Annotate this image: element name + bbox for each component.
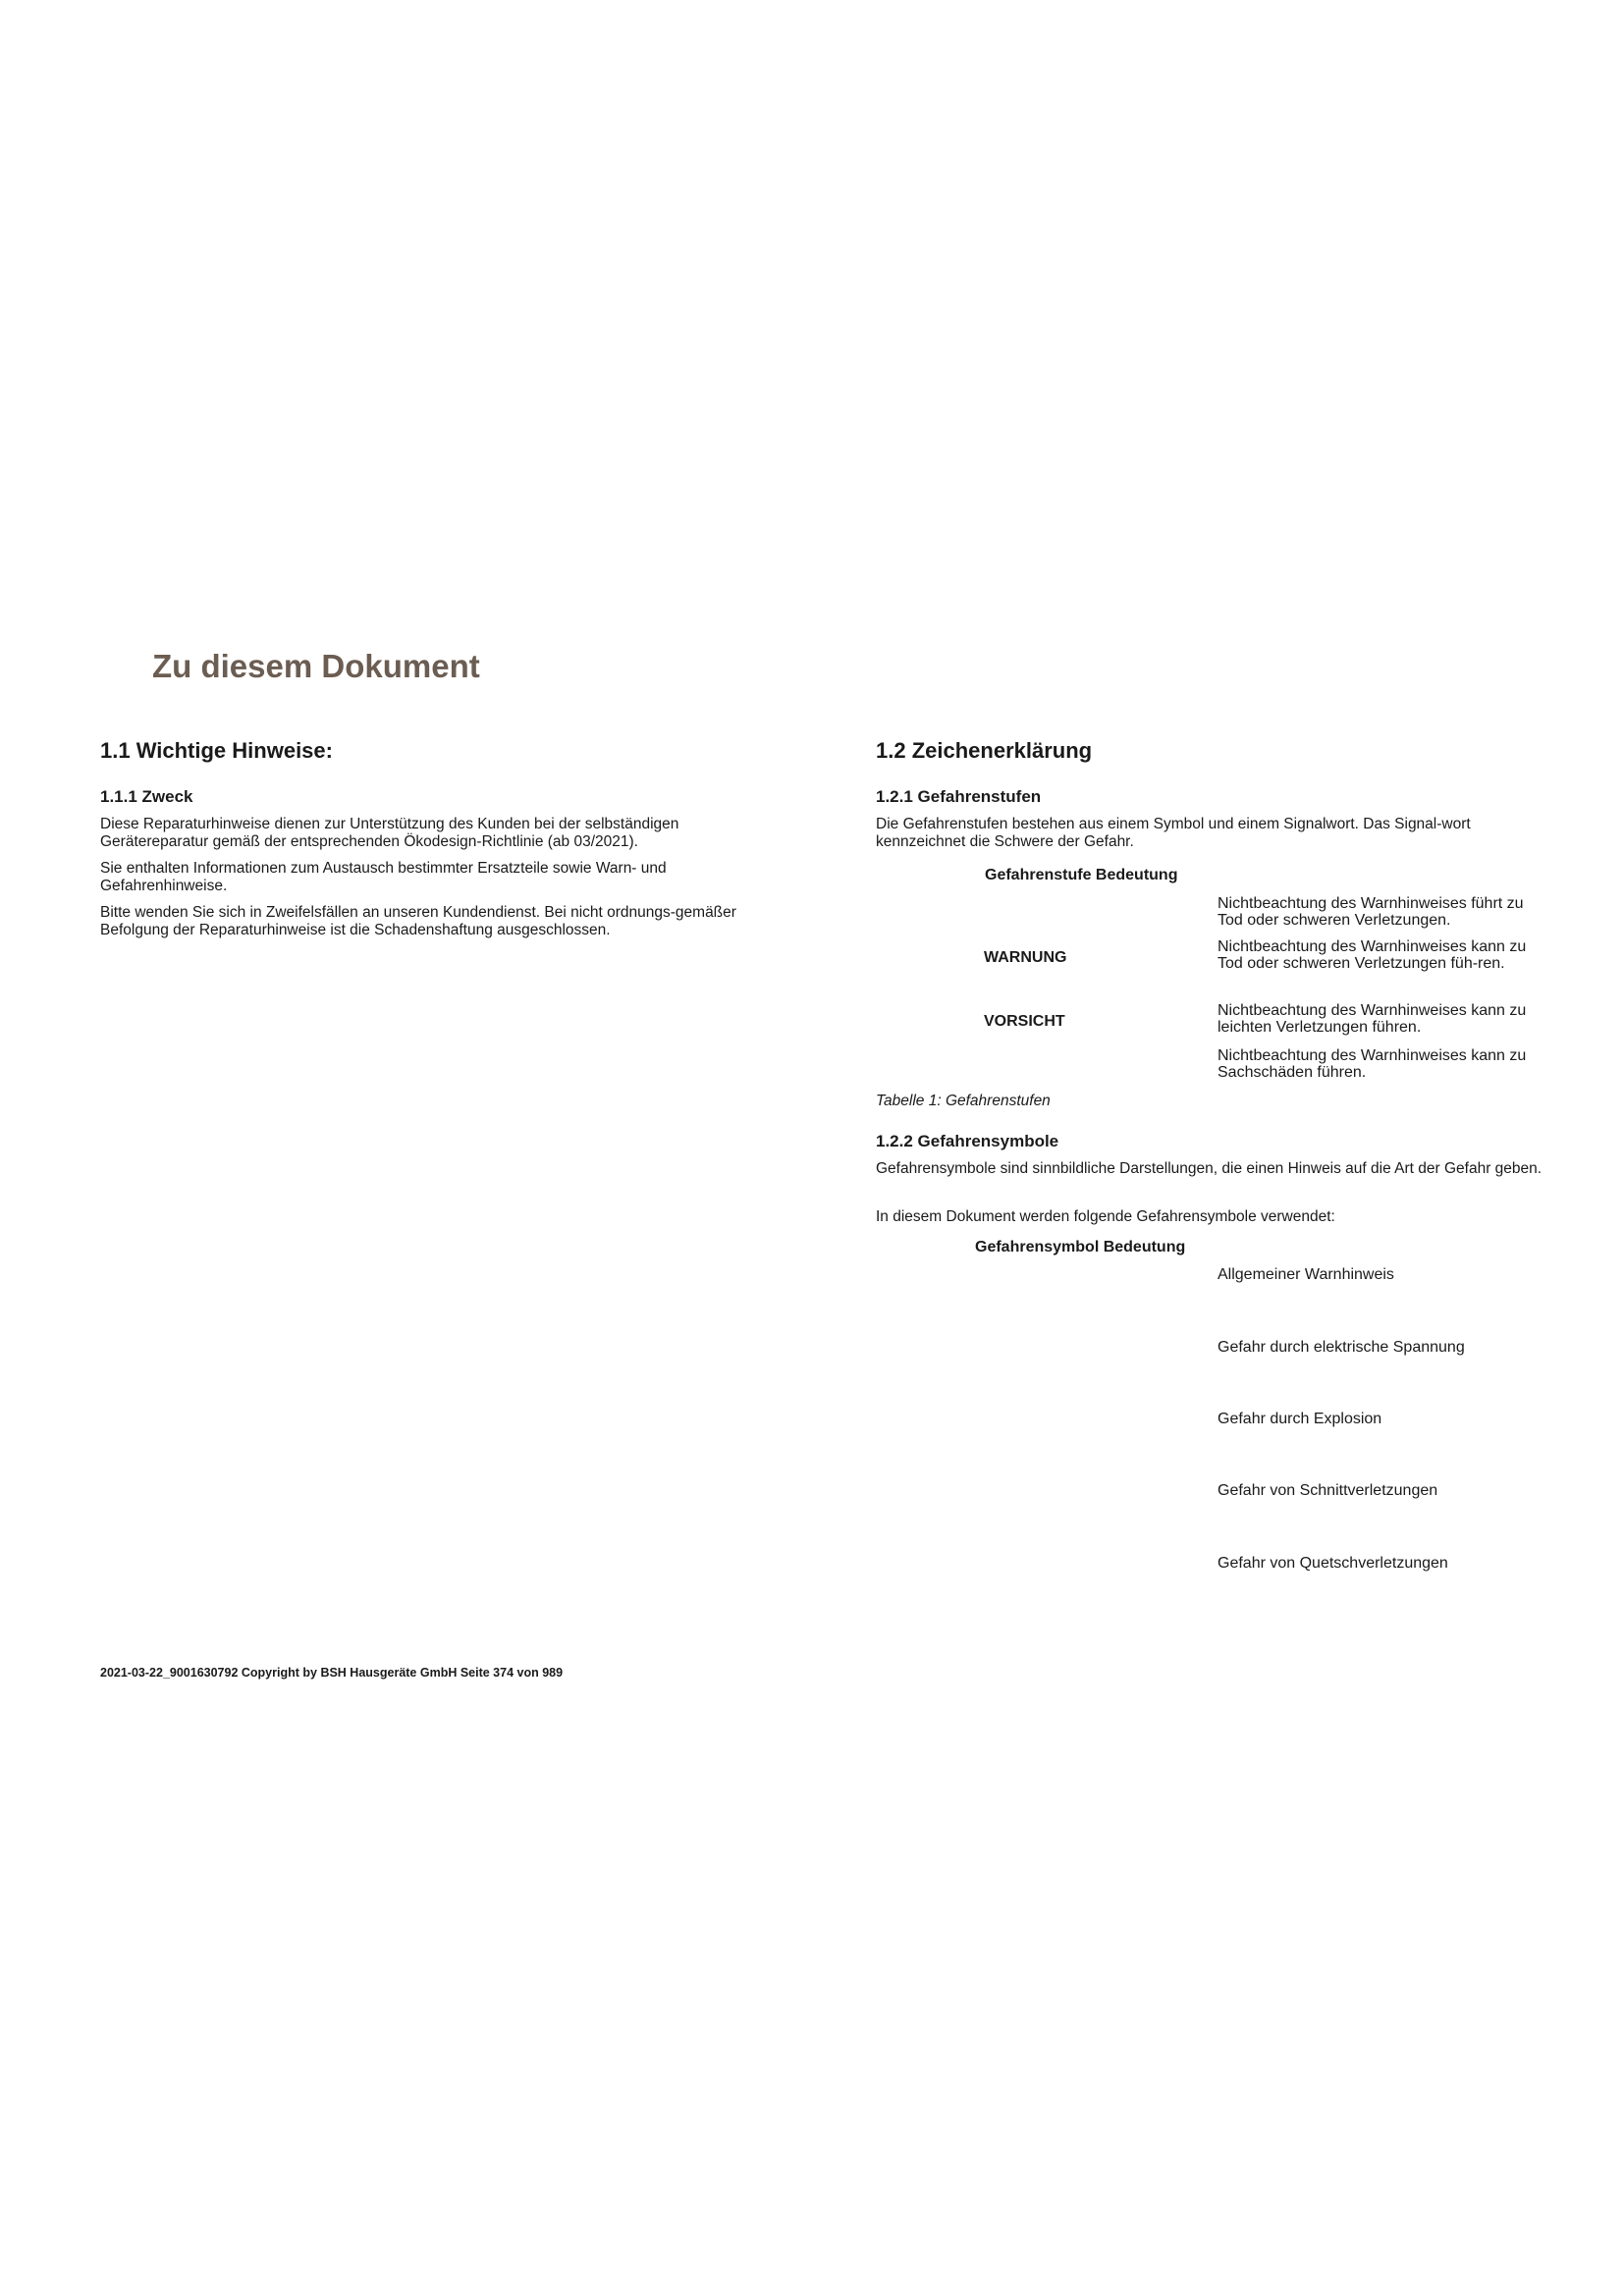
section-1-2-2-heading: 1.2.2 Gefahrensymbole bbox=[876, 1132, 1059, 1150]
gefahrenstufe-row-3-signal: VORSICHT bbox=[984, 1013, 1065, 1030]
gefahrensymbol-row-4: Gefahr von Schnittverletzungen bbox=[1218, 1482, 1438, 1499]
gefahrensymbol-row-3: Gefahr durch Explosion bbox=[1218, 1411, 1382, 1427]
section-1-1-1-heading: 1.1.1 Zweck bbox=[100, 787, 193, 806]
gefahrensymbol-row-5: Gefahr von Quetschverletzungen bbox=[1218, 1555, 1448, 1572]
gefahrensymbol-row-1: Allgemeiner Warnhinweis bbox=[1218, 1266, 1394, 1283]
section-1-2-1-heading: 1.2.1 Gefahrenstufen bbox=[876, 787, 1042, 806]
paragraph-zweck-1: Diese Reparaturhinweise dienen zur Unterstützung des Kunden bei der selbständigen Gerätereparatur gemäß der entsprechenden Ökodesign-Richtlinie (ab 03/2021). bbox=[100, 816, 679, 850]
gefahrensymbole-table-header: Gefahrensymbol Bedeutung bbox=[975, 1239, 1186, 1255]
gefahrenstufe-row-3-meaning: Nichtbeachtung des Warnhinweises kann zu leichten Verletzungen führen. bbox=[1218, 1002, 1527, 1036]
gefahrensymbol-row-2: Gefahr durch elektrische Spannung bbox=[1218, 1339, 1465, 1356]
section-1-2-heading: 1.2 Zeichenerklärung bbox=[876, 738, 1093, 763]
page-footer: 2021-03-22_9001630792 Copyright by BSH Hausgeräte GmbH Seite 374 von 989 bbox=[100, 1666, 564, 1680]
gefahrenstufen-caption: Tabelle 1: Gefahrenstufen bbox=[876, 1093, 1051, 1109]
gefahrensymbole-intro-1: Gefahrensymbole sind sinnbildliche Darstellungen, die einen Hinweis auf die Art der Gefahr geben. bbox=[876, 1160, 1543, 1177]
gefahrenstufe-row-1-meaning: Nichtbeachtung des Warnhinweises führt zu Tod oder schweren Verletzungen. bbox=[1218, 895, 1524, 929]
paragraph-zweck-2: Sie enthalten Informationen zum Austausch bestimmter Ersatzteile sowie Warn- und Gefahrenhinweise. bbox=[100, 860, 667, 894]
gefahrenstufen-table-header: Gefahrenstufe Bedeutung bbox=[985, 867, 1178, 883]
gefahrensymbole-intro-2: In diesem Dokument werden folgende Gefahrensymbole verwendet: bbox=[876, 1208, 1335, 1225]
gefahrenstufe-row-4-meaning: Nichtbeachtung des Warnhinweises kann zu Sachschäden führen. bbox=[1218, 1047, 1527, 1081]
section-1-1-heading: 1.1 Wichtige Hinweise: bbox=[100, 738, 333, 763]
document-title: Zu diesem Dokument bbox=[152, 648, 480, 684]
gefahrenstufe-row-2-meaning: Nichtbeachtung des Warnhinweises kann zu Tod oder schweren Verletzungen füh-ren. bbox=[1218, 938, 1527, 972]
gefahrenstufe-row-2-signal: WARNUNG bbox=[984, 949, 1067, 966]
gefahrenstufen-intro: Die Gefahrenstufen bestehen aus einem Symbol und einem Signalwort. Das Signal-wort kennzeichnet die Schwere der Gefahr. bbox=[876, 816, 1471, 850]
paragraph-zweck-3: Bitte wenden Sie sich in Zweifelsfällen an unseren Kundendienst. Bei nicht ordnungs-gemäßer Befolgung der Reparaturhinweise ist die Schadenshaftung ausgeschlossen. bbox=[100, 904, 736, 938]
